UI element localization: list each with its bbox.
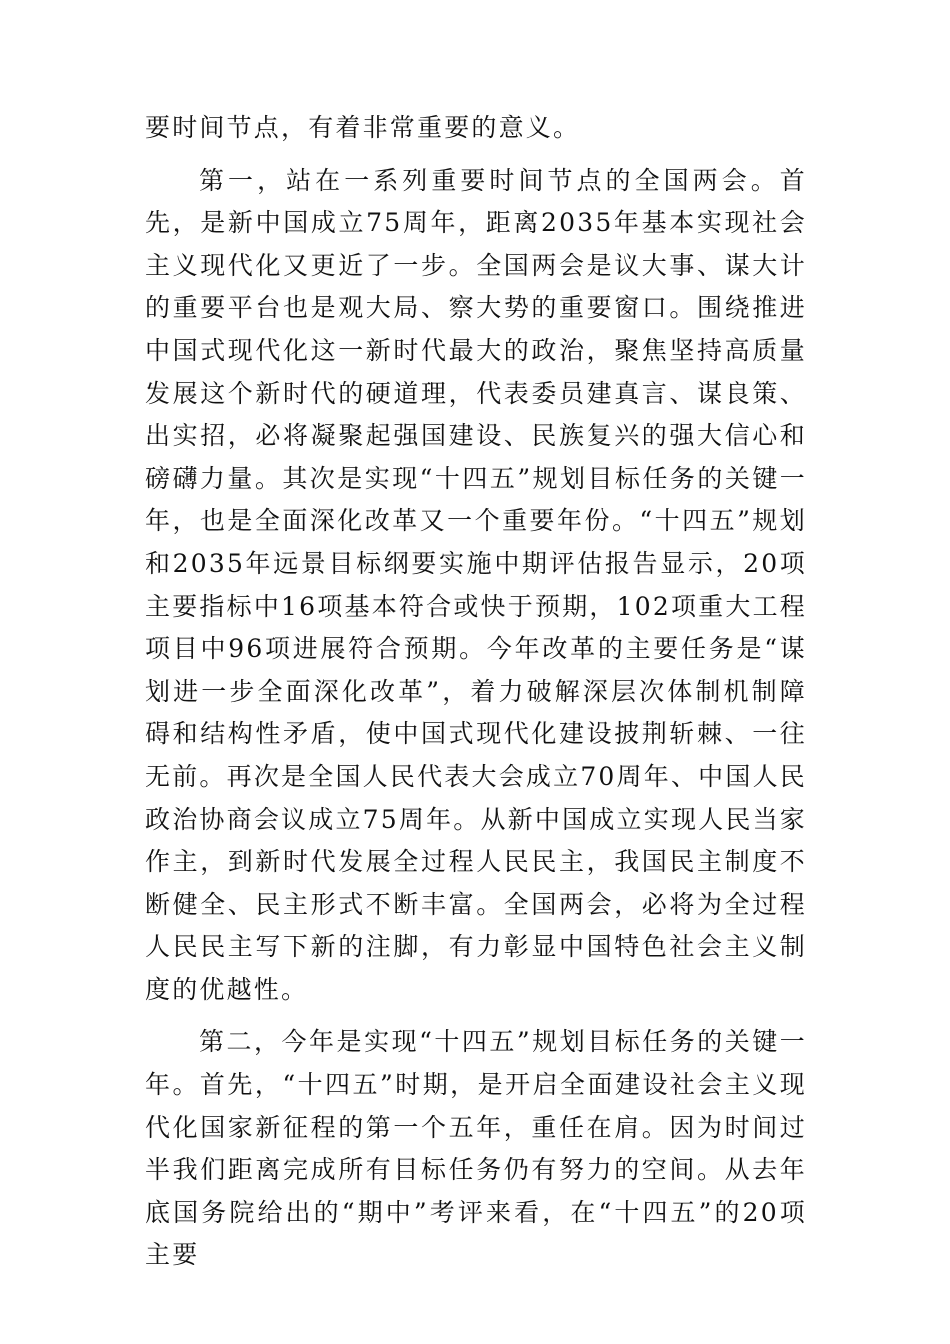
paragraph-spacer: [145, 1011, 807, 1021]
paragraph-continuation: 要时间节点，有着非常重要的意义。: [145, 113, 581, 142]
paragraph-second-point: 第二，今年是实现“十四五”规划目标任务的关键一年。首先，“十四五”时期，是开启全面建设社会主义现代化国家新征程的第一个五年，重任在肩。因为时间过半我们距离完成所有目标任务仍有努力的空间。从去年底国务院给出的“期中”考评来看，在“十四五”的20项主要: [145, 1027, 807, 1270]
paragraph-first-point: 第一，站在一系列重要时间节点的全国两会。首先，是新中国成立75周年，距离2035年基本实现社会主义现代化又更近了一步。全国两会是议大事、谋大计的重要平台也是观大局、察大势的重要窗口。围绕推进中国式现代化这一新时代最大的政治，聚焦坚持高质量发展这个新时代的硬道理，代表委员建真言、谋良策、出实招，必将凝聚起强国建设、民族复兴的强大信心和磅礴力量。其次是实现“十四五”规划目标任务的关键一年，也是全面深化改革又一个重要年份。“十四五”规划和2035年远景目标纲要实施中期评估报告显示，20项主要指标中16项基本符合或快于预期，102项重大工程项目中96项进展符合预期。今年改革的主要任务是“谋划进一步全面深化改革”，着力破解深层次体制机制障碍和结构性矛盾，使中国式现代化建设披荆斩棘、一往无前。再次是全国人民代表大会成立70周年、中国人民政治协商会议成立75周年。从新中国成立实现人民当家作主，到新时代发展全过程人民民主，我国民主制度不断健全、民主形式不断丰富。全国两会，必将为全过程人民民主写下新的注脚，有力彰显中国特色社会主义制度的优越性。: [145, 165, 807, 1004]
paragraph-spacer: [145, 150, 807, 160]
document-body: [145, 107, 807, 1277]
